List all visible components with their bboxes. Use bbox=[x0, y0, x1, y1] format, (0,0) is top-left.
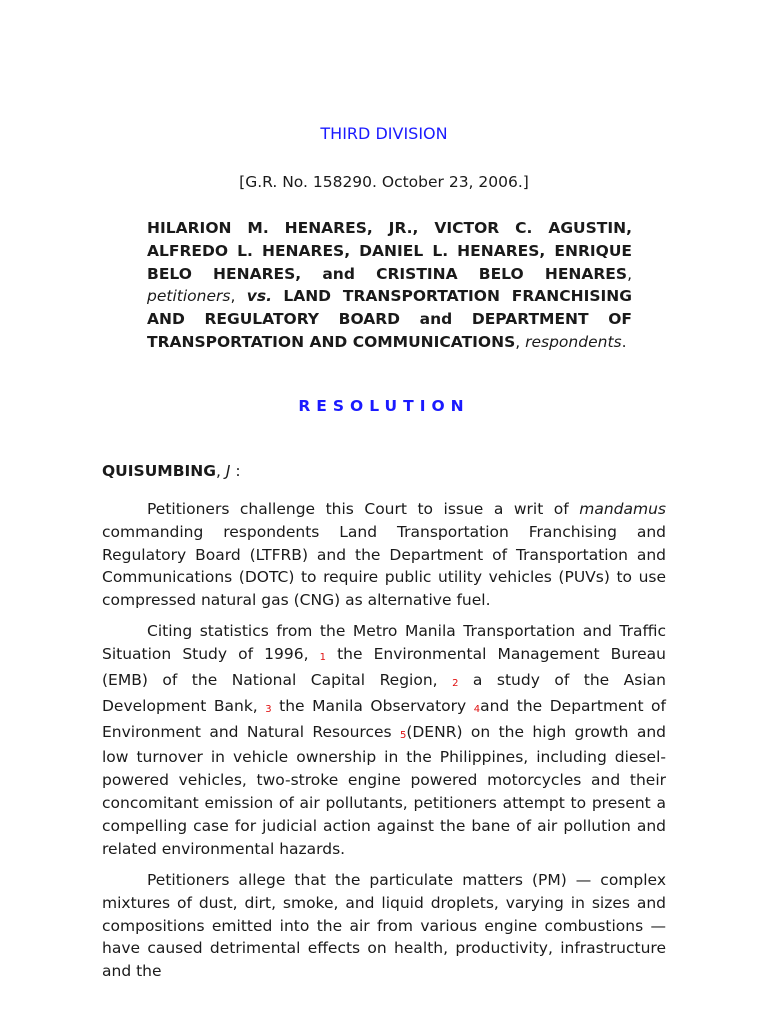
paragraph-1 bbox=[102, 498, 666, 612]
paragraph-2-text-a: Citing statistics from the Metro Manila Transportation and Traffic Situation Study of 1996, bbox=[102, 622, 666, 664]
paragraph-2-text-b: the Environmental Management Bureau (EMB) of the National Capital Region, bbox=[102, 645, 667, 690]
ponente-line: QUISUMBING, J : bbox=[102, 462, 241, 480]
footnote-link-1[interactable]: 1 bbox=[319, 652, 327, 664]
paragraph-2-text-f: (DENR) on the high growth and low turnover in vehicle ownership in the Philippines, including diesel-powered vehicles, two-stroke engine powered motorcycles and their concomitant emission of air pollutants, petitioners attempt to present a compelling case for judicial action against the bane of air pollution and related environmental hazards. bbox=[102, 722, 667, 858]
footnote-link-4[interactable]: 4 bbox=[473, 703, 481, 715]
resolution-title: RESOLUTION bbox=[298, 397, 470, 415]
paragraph-2-text-d: the Manila Observatory bbox=[271, 696, 474, 715]
paragraph-2 bbox=[102, 620, 666, 860]
paragraph-1-text-a: Petitioners challenge this Court to issue a writ of bbox=[147, 500, 580, 518]
respondents-label: respondents bbox=[525, 332, 622, 351]
paragraph-2-text-e: and the Department of Environment and Natural Resources bbox=[102, 696, 666, 741]
paragraph-2-text-c: a study of the Asian Development Bank, bbox=[102, 671, 666, 715]
versus-label: vs. bbox=[246, 287, 272, 306]
paragraph-3 bbox=[102, 869, 666, 983]
division-heading: THIRD DIVISION bbox=[320, 124, 448, 143]
petitioners-label: petitioners bbox=[147, 287, 231, 306]
petitioners-names: HILARION M. HENARES, JR., VICTOR C. AGUSTIN, ALFREDO L. HENARES, DANIEL L. HENARES, ENRIQUE BELO HENARES, and CRISTINA BELO HENARES bbox=[147, 219, 632, 283]
footnote-link-3[interactable]: 3 bbox=[265, 703, 272, 715]
mandamus-term: mandamus bbox=[579, 500, 666, 518]
footnote-link-5[interactable]: 5 bbox=[399, 729, 407, 741]
resolution-body bbox=[102, 498, 666, 991]
footnote-link-2[interactable]: 2 bbox=[452, 678, 459, 690]
paragraph-1-text-b: commanding respondents Land Transportation Franchising and Regulatory Board (LTFRB) and the Department of Transportation and Communications (DOTC) to require public utility vehicles (PUVs) to use compressed natural gas (CNG) as alternative fuel. bbox=[102, 522, 666, 610]
paragraph-3-text-a: Petitioners allege that the particulate matters (PM) — complex mixtures of dust, dirt, smoke, and liquid droplets, varying in sizes and compositions emitted into the air from various engine combustions — have caused detrimental effects on health, productivity, infrastructure and the bbox=[102, 870, 666, 981]
ponente-name: QUISUMBING bbox=[102, 462, 216, 480]
case-number: [G.R. No. 158290. October 23, 2006.] bbox=[239, 173, 529, 191]
respondents-names: LAND TRANSPORTATION FRANCHISING AND REGULATORY BOARD and DEPARTMENT OF TRANSPORTATION AND COMMUNICATIONS bbox=[147, 287, 632, 351]
case-parties: HILARION M. HENARES, JR., VICTOR C. AGUSTIN, ALFREDO L. HENARES, DANIEL L. HENARES, ENRIQUE BELO HENARES, and CRISTINA BELO HENARES, petitioners, vs. LAND TRANSPORTATION FRANCHISING AND REGULATORY BOARD and DEPARTMENT OF TRANSPORTATION AND COMMUNICATIONS, respondents. bbox=[147, 219, 632, 351]
ponente-suffix: J bbox=[225, 462, 231, 480]
